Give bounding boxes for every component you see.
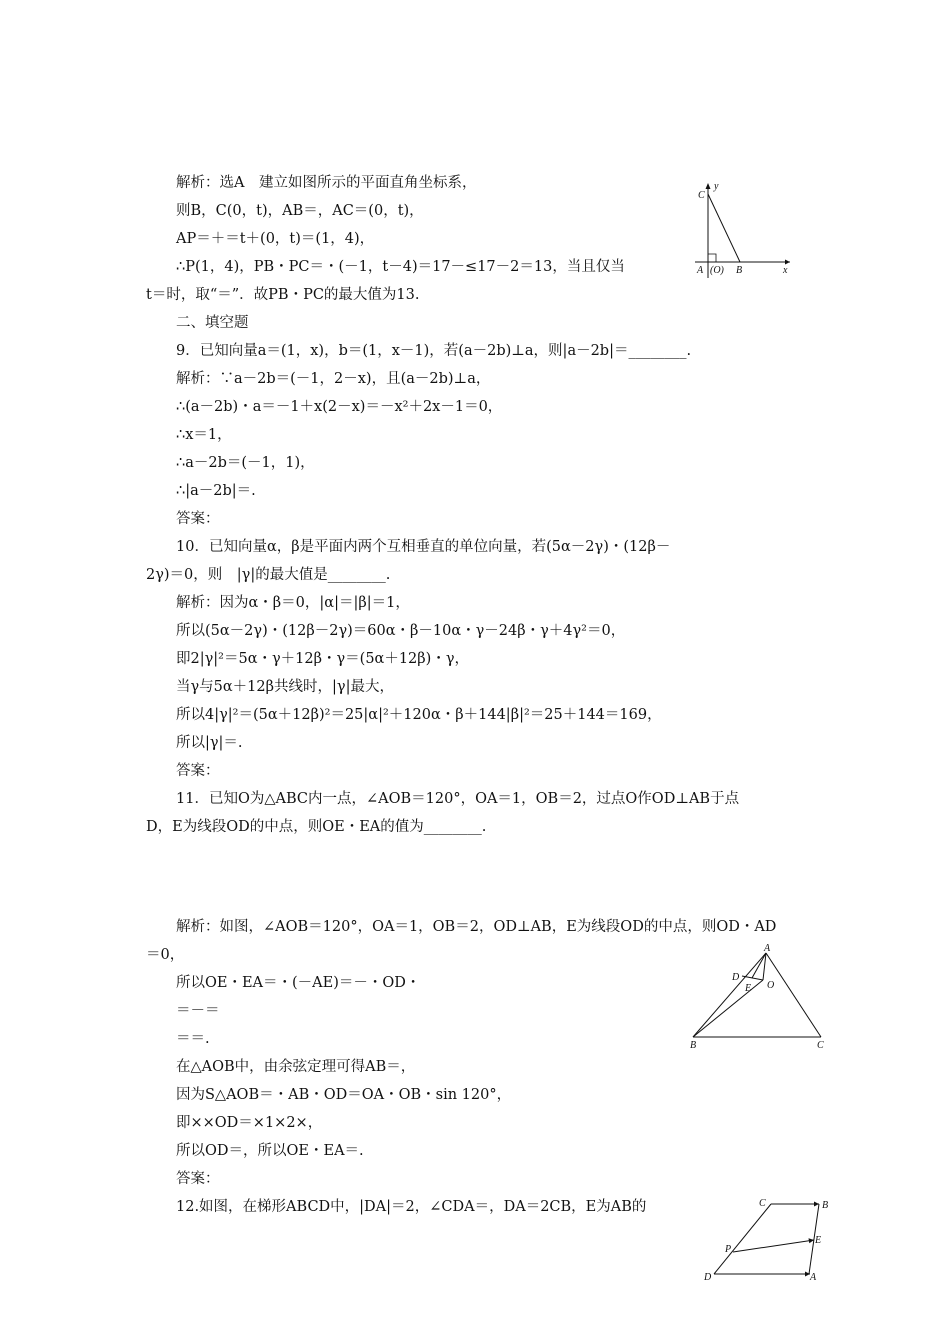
segment-bo [693,980,763,1037]
text-line-21: 所以|γ|＝. [176,735,243,751]
label-e: E [745,983,752,994]
question-9: 9．已知向量a＝(1，x)，b＝(1，x－1)，若(a－2b)⊥a，则|a－2b|＝________. [176,343,692,359]
question-10: 10．已知向量α，β是平面内两个互相垂直的单位向量，若(5α－2γ)・(12β－ [176,539,671,555]
segment-cb [708,194,740,262]
triangle-abc-figure [686,942,836,1052]
text-line-15: 2γ)＝0，则 |γ|的最大值是________. [146,567,391,583]
label-b: B [822,1200,829,1211]
text-line-31: 因为S△AOB＝・AB・OD＝OA・OB・sin 120°， [176,1087,512,1103]
label-b: B [736,265,743,276]
text-line-26: ＝0， [146,947,185,963]
label-c: C [759,1198,766,1209]
text-line-30: 在△AOB中，由余弦定理可得AB＝， [176,1059,416,1075]
label-x: x [783,265,788,276]
right-angle-mark [708,254,716,262]
label-a: A [764,943,771,954]
text-line-3: AP＝＋＝t＋(0，t)＝(1，4)， [176,231,375,247]
segment-pe [733,1240,814,1252]
trapezoid-abcd-figure [698,1194,838,1290]
label-o: (O) [710,265,724,276]
y-axis-arrow [706,183,711,189]
text-line-24: D，E为线段OD的中点，则OE・EA的值为________. [146,819,487,835]
text-line-11: ∴a－2b＝(－1，1)， [176,455,315,471]
label-a: A [810,1272,817,1283]
text-line-18: 即2|γ|²＝5α・γ＋12β・γ＝(5α＋12β)・γ， [176,651,469,667]
text-line-1: 解析：选A 建立如图所示的平面直角坐标系， [176,175,477,191]
text-line-28: ＝－＝ [176,1003,220,1019]
section-heading: 二、填空题 [176,315,249,331]
text-line-10: ∴x＝1， [176,427,232,443]
label-e: E [815,1235,822,1246]
text-line-16: 解析：因为α・β＝0，|α|＝|β|＝1， [176,595,410,611]
side-ab [693,953,766,1037]
text-line-5: t＝时，取“＝”．故PB・PC的最大值为13. [146,287,420,303]
x-axis-arrow [785,260,790,265]
text-line-9: ∴(a－2b)・a＝－1＋x(2－x)＝－x²＋2x－1＝0， [176,399,503,415]
label-d: D [732,972,740,983]
question-12: 12.如图，在梯形ABCD中，|DA|＝2，∠CDA＝，DA＝2CB，E为AB的 [176,1199,647,1215]
question-11: 11．已知O为△ABC内一点，∠AOB＝120°，OA＝1，OB＝2，过点O作OD⊥AB于点 [176,791,740,807]
text-line-20: 所以4|γ|²＝(5α＋12β)²＝25|α|²＋120α・β＋144|β|²＝25＋144＝169， [176,707,662,723]
text-line-25: 解析：如图，∠AOB＝120°，OA＝1，OB＝2，OD⊥AB，E为线段OD的中点，则OD・AD [176,919,777,935]
side-ca [766,953,821,1037]
answer-label: 答案： [176,511,220,527]
text-line-2: 则B，C(0，t)，AB＝，AC＝(0，t)， [176,203,424,219]
coordinate-triangle-figure [690,178,800,278]
text-line-27: 所以OE・EA＝・(－AE)＝－・OD・ [176,975,421,991]
label-c: C [698,190,705,201]
text-line-29: ＝＝. [176,1031,210,1047]
label-p: P [725,1244,732,1255]
text-line-12: ∴|a－2b|＝. [176,483,256,499]
answer-label: 答案： [176,1171,220,1187]
answer-label: 答案： [176,763,220,779]
text-line-19: 当γ与5α＋12β共线时，|γ|最大， [176,679,394,695]
side-dc [714,1204,771,1274]
label-o: O [767,980,775,991]
text-line-8: 解析：∵a－2b＝(－1，2－x)，且(a－2b)⊥a， [176,371,491,387]
label-y: y [714,181,719,192]
text-line-17: 所以(5α－2γ)・(12β－2γ)＝60α・β－10α・γ－24β・γ＋4γ²＝0， [176,623,626,639]
text-line-33: 所以OD＝，所以OE・EA＝. [176,1143,364,1159]
label-c: C [817,1040,824,1051]
label-b: B [690,1040,697,1051]
text-line-32: 即××OD＝×1×2×， [176,1115,323,1131]
label-d: D [704,1272,712,1283]
text-line-4: ∴P(1，4)，PB・PC＝・(－1，t－4)＝17－≤17－2＝13，当且仅当 [176,259,625,275]
label-a: A [697,265,704,276]
